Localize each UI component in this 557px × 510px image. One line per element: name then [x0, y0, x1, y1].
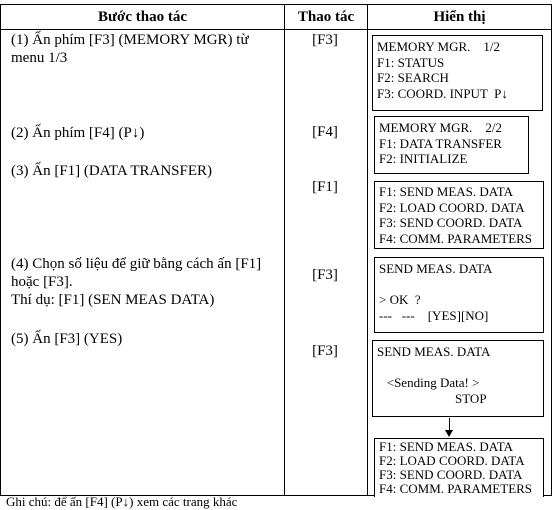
- key-f3: [F3]: [312, 267, 338, 283]
- column-divider: [367, 5, 368, 495]
- display-line: STOP: [377, 390, 487, 406]
- display-line: [377, 360, 539, 376]
- display-data-transfer-return: [374, 438, 544, 497]
- display-line: F2: LOAD COORD. DATA: [379, 453, 525, 468]
- display-line: F4: COMM. PARAMETERS: [379, 481, 533, 496]
- display-line: F4: COMM. PARAMETERS: [379, 230, 533, 246]
- display-line: F2: INITIALIZE: [379, 151, 468, 167]
- display-line: F3: SEND COORD. DATA: [379, 215, 523, 231]
- header-steps: Bước thao tác: [98, 9, 187, 25]
- header-divider: [1, 29, 551, 30]
- display-send-confirm: [374, 257, 544, 333]
- display-line: F2: SEARCH: [377, 70, 449, 86]
- display-line: SEND MEAS. DATA: [379, 261, 493, 276]
- display-line: F3: COORD. INPUT P↓: [377, 85, 508, 101]
- key-f4: [F4]: [312, 124, 338, 140]
- display-line: F2: LOAD COORD. DATA: [379, 199, 525, 215]
- header-operation: Thao tác: [297, 9, 355, 25]
- display-line: > OK ?: [379, 292, 421, 308]
- key-f3: [F3]: [312, 343, 338, 359]
- header-display: Hiển thị: [433, 9, 486, 25]
- display-line: SEND MEAS. DATA: [377, 344, 491, 359]
- display-line: <Sending Data! >: [377, 375, 480, 391]
- step-4-example: Thí dụ: [F1] (SEN MEAS DATA): [11, 292, 215, 308]
- display-line: F1: SEND MEAS. DATA: [379, 184, 514, 199]
- display-line: F1: SEND MEAS. DATA: [379, 439, 514, 454]
- display-sending: [372, 340, 544, 417]
- step-1: (1) Ấn phím [F3] (MEMORY MGR) từ menu 1/3: [11, 32, 249, 66]
- down-arrow-icon: [445, 430, 453, 437]
- step-2: (2) Ấn phím [F4] (P↓): [11, 125, 145, 141]
- display-line: F1: DATA TRANSFER: [379, 135, 502, 151]
- display-line: MEMORY MGR. 2/2: [379, 120, 503, 135]
- display-line: F1: STATUS: [377, 54, 445, 70]
- display-memory-mgr-2: [374, 116, 529, 174]
- display-memory-mgr-1: [372, 35, 543, 111]
- display-line: --- --- [YES][NO]: [379, 307, 489, 323]
- display-line: MEMORY MGR. 1/2: [377, 39, 501, 54]
- operation-table: [0, 4, 552, 496]
- display-data-transfer: [374, 181, 544, 249]
- step-4: (4) Chọn số liệu để giữ bằng cách ấn [F1] hoặc [F3].: [11, 256, 262, 290]
- footer-note: Ghi chú: để ấn [F4] (P↓) xem các trang khác: [6, 494, 238, 509]
- display-line: F3: SEND COORD. DATA: [379, 467, 523, 482]
- step-3: (3) Ấn [F1] (DATA TRANSFER): [11, 163, 213, 179]
- key-f1: [F1]: [312, 179, 338, 195]
- display-line: [379, 277, 539, 293]
- key-f3: [F3]: [312, 32, 338, 48]
- column-divider: [284, 5, 285, 495]
- step-5: (5) Ấn [F3] (YES): [11, 331, 123, 347]
